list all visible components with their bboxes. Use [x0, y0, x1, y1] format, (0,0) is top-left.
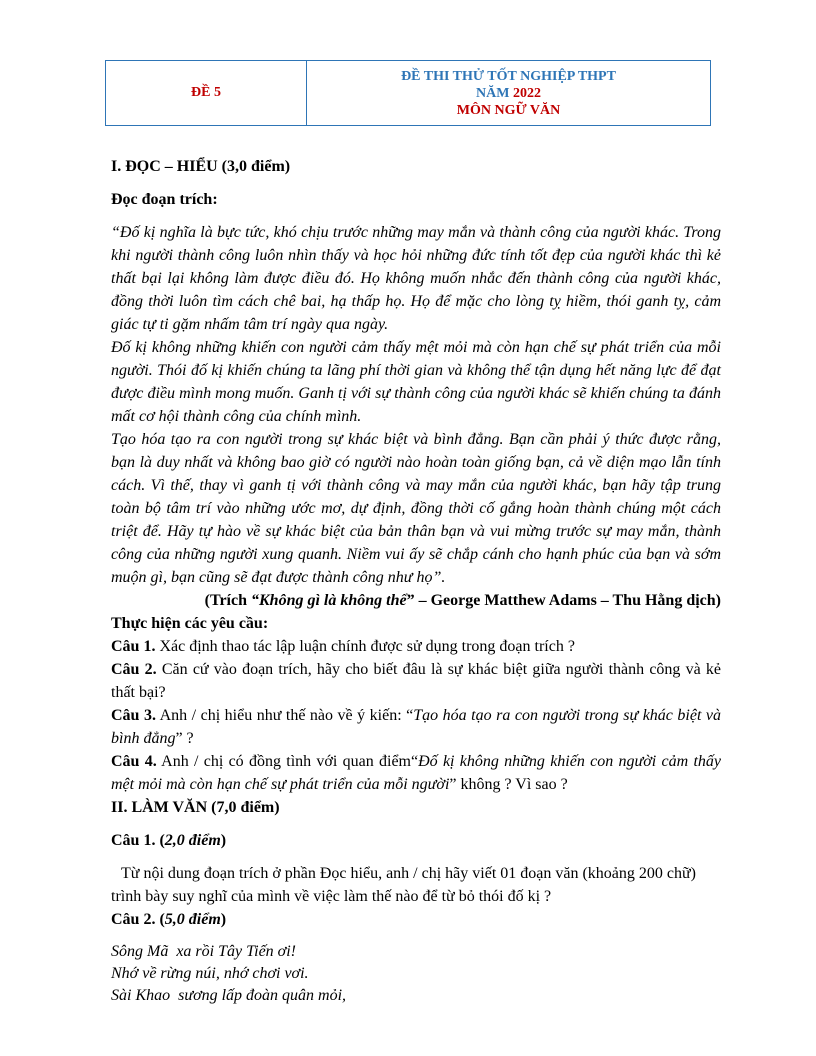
- exam-subject: MÔN NGỮ VĂN: [456, 102, 561, 118]
- poem-line-2: Nhớ về rừng núi, nhớ chơi vơi.: [111, 965, 309, 982]
- question-1: [111, 635, 721, 658]
- q4-label: Câu 4.: [111, 753, 157, 770]
- q3-quote: Tạo hóa tạo ra con người trong sự khác biệt và bình đẳng: [111, 707, 722, 747]
- passage-paragraph-3: Tạo hóa tạo ra con người trong sự khác biệt và bình đẳng. Bạn cần phải ý thức được rằng, bạn là duy nhất và không bao giờ có người nào hoàn toàn giống bạn, cả về diện mạo lẫn tính cách. Vì thế, thay vì ganh tị với thành công và may mắn của người khác, bạn hãy tập trung toàn bộ tâm trí vào những ước mơ, dự định, đồng thời cố gắng hoàn thành chúng một cách triệt để. Hãy tự hào về sự khác biệt của bản thân bạn và vui mừng trước sự may mắn, thành công của những người xung quanh. Niềm vui ấy sẽ chắp cánh cho hạnh phúc của bạn và sớm muộn gì, bạn cũng sẽ đạt được thành công như họ”.: [111, 431, 721, 586]
- q3-label: Câu 3.: [111, 707, 156, 724]
- c2-close: ): [220, 911, 227, 928]
- exam-content: [111, 155, 721, 1007]
- q4-text: Anh / chị có đồng tình với quan điểm“: [156, 753, 419, 770]
- q3-text: Anh / chị hiểu như thế nào về ý kiến: “: [155, 707, 414, 724]
- question-4: [111, 750, 721, 796]
- question-2: [111, 658, 721, 704]
- exam-header-table: [105, 60, 711, 126]
- exam-year: 2022: [512, 85, 541, 101]
- exam-title-year-prefix: NĂM: [476, 85, 513, 101]
- q2-text: Căn cứ vào đoạn trích, hãy cho biết đâu là sự khác biệt giữa người thành công và kẻ thất bại?: [111, 661, 722, 701]
- source-prefix: (Trích: [204, 592, 251, 609]
- c1-points: 2,0 điểm: [164, 832, 221, 849]
- c2-points: 5,0 điểm: [164, 911, 221, 928]
- exam-code: ĐỀ 5: [191, 85, 221, 100]
- exam-title-line1: ĐỀ THI THỬ TỐT NGHIỆP THPT: [401, 68, 616, 84]
- passage-paragraph-1: “Đố kị nghĩa là bực tức, khó chịu trước những may mắn và thành công của người khác. Trong khi người thành công luôn nhìn thấy và học hỏi những đức tính tốt đẹp của người khác thì kẻ thất bại lại không làm được điều đó. Họ không muốn nhắc đến thành công của người khác, đồng thời luôn tìm cách chê bai, hạ thấp họ. Họ để mặc cho lòng tỵ hiềm, thói ganh tỵ, cảm giác tự ti gặm nhấm tâm trí ngày qua ngày.: [111, 224, 721, 333]
- c2-label: Câu 2. (: [111, 911, 165, 928]
- q1-label: Câu 1.: [111, 638, 156, 655]
- exam-title-cell: [307, 61, 710, 125]
- poem-line-3: Sài Khao sương lấp đoàn quân mỏi,: [111, 987, 347, 1004]
- section2-heading: II. LÀM VĂN (7,0 điểm): [111, 799, 280, 816]
- essay-question-1-text: Từ nội dung đoạn trích ở phần Đọc hiểu, anh / chị hãy viết 01 đoạn văn (khoảng 200 chữ) trình bày suy nghĩ của mình về việc làm thế nào để từ bỏ thói đố kị ?: [111, 865, 696, 905]
- essay-question-2-label: [111, 908, 721, 931]
- q3-end: ” ?: [175, 730, 194, 747]
- poem-line-1: Sông Mã xa rồi Tây Tiến ơi!: [111, 943, 296, 960]
- c1-close: ): [220, 832, 227, 849]
- q1-text: Xác định thao tác lập luận chính được sử dụng trong đoạn trích ?: [155, 638, 575, 655]
- q4-end: ” không ? Vì sao ?: [449, 776, 568, 793]
- source-title: “Không gì là không thể: [251, 592, 407, 609]
- exam-title-line2: [476, 85, 541, 102]
- section1-heading: I. ĐỌC – HIỂU (3,0 điểm): [111, 158, 291, 175]
- read-label: Đọc đoạn trích:: [111, 191, 218, 208]
- question-3: [111, 704, 721, 750]
- tasks-label: Thực hiện các yêu cầu:: [111, 615, 269, 632]
- exam-code-cell: [106, 61, 307, 125]
- q4-quote: Đố kị không những khiến con người cảm thấy mệt mỏi mà còn hạn chế sự phát triển của mỗi người: [111, 753, 722, 793]
- c1-label: Câu 1. (: [111, 832, 165, 849]
- essay-question-1-label: [111, 829, 721, 852]
- passage-paragraph-2: Đố kị không những khiến con người cảm thấy mệt mỏi mà còn hạn chế sự phát triển của mỗi người. Thói đố kị khiến chúng ta lãng phí thời gian và không thể tận dụng hết năng lực để đạt được điều mình mong muốn. Ganh tị với sự thành công của người khác sẽ khiến chúng ta đánh mất cơ hội thành công của chính mình.: [111, 339, 721, 425]
- source-suffix: ” – George Matthew Adams – Thu Hằng dịch): [406, 592, 721, 609]
- q2-label: Câu 2.: [111, 661, 157, 678]
- passage-source: [111, 589, 721, 612]
